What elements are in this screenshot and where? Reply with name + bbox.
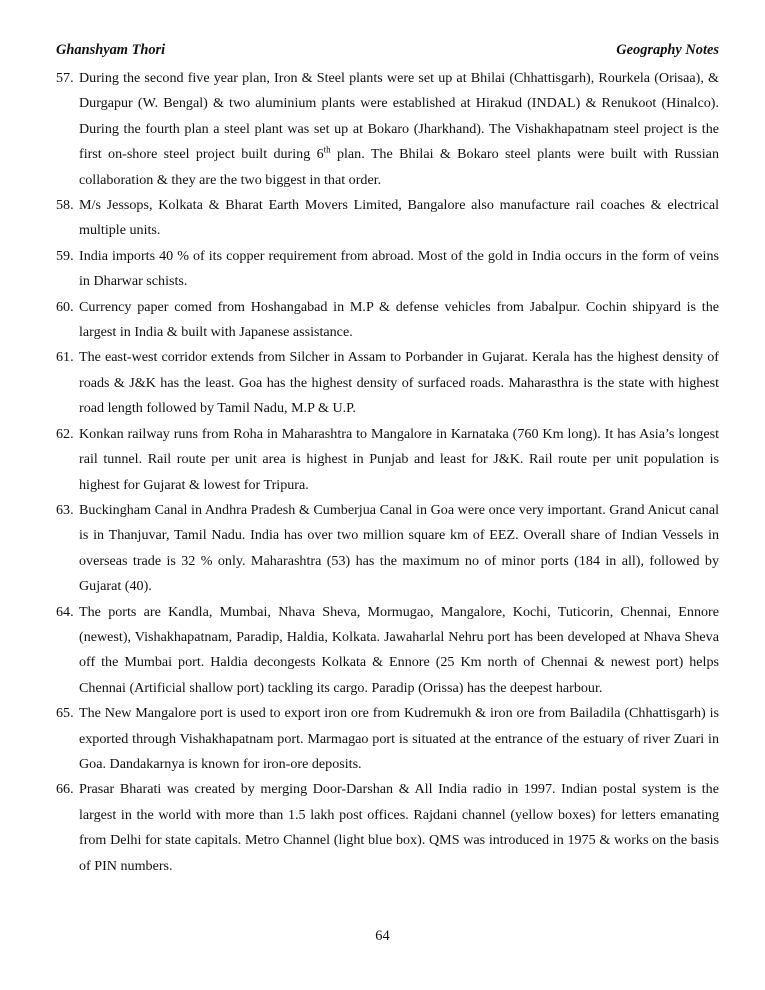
list-item — [56, 422, 719, 498]
item-number: 58. — [56, 197, 74, 214]
list-item — [56, 193, 719, 244]
item-text: M/s Jessops, Kolkata & Bharat Earth Movers Limited, Bangalore also manufacture rail coaches & electrical multiple units. — [79, 197, 719, 239]
author-name: Ghanshyam Thori — [56, 42, 166, 58]
item-text — [79, 70, 719, 188]
item-text: Buckingham Canal in Andhra Pradesh & Cumberjua Canal in Goa were once very important. Grand Anicut canal is in Thanjuvar, Tamil Nadu. India has over two million square km of EEZ. Overall share of Indian Vessels in overseas trade is 32 % only. Maharashtra (53) has the maximum no of minor ports (184 in all), followed by Gujarat (40). — [79, 501, 719, 595]
notes-list — [56, 66, 719, 879]
list-item — [56, 345, 719, 421]
list-item — [56, 498, 719, 600]
item-number: 60. — [56, 298, 74, 315]
list-item — [56, 295, 719, 346]
item-text-part: During the second five year plan, Iron & Steel plants were set up at Bhilai (Chhattisgarh), Rourkela (Orisaa), & Durgapur (W. Bengal) & two aluminium plants were established at Hirakud (INDAL) & Renukoot (Hinalco). During the fourth plan a steel plant was set up at Bokaro (Jharkhand). The Vishakhapatnam steel project is the first on-shore steel project built during 6 — [79, 70, 719, 163]
item-text: Konkan railway runs from Roha in Maharashtra to Mangalore in Karnataka (760 Km long). It has Asia’s longest rail tunnel. Rail route per unit area is highest in Punjab and least for J&K. Rail route per unit population is highest for Gujarat & lowest for Tripura. — [79, 425, 719, 493]
item-number: 63. — [56, 501, 74, 518]
item-number: 64. — [56, 603, 74, 620]
item-text-part: plan. The Bhilai & Bokaro steel plants were built with Russian collaboration & they are the two biggest in that order. — [79, 146, 719, 188]
page-header — [56, 42, 719, 62]
item-text: The ports are Kandla, Mumbai, Nhava Sheva, Mormugao, Mangalore, Kochi, Tuticorin, Chennai, Ennore (newest), Vishakhapatnam, Paradip, Haldia, Kolkata. Jawaharlal Nehru port has been developed at Nhava Sheva off the Mumbai port. Haldia decongests Kolkata & Ennore (25 Km north of Chennai & newest port) helps Chennai (Artificial shallow port) tackling its cargo. Paradip (Orissa) has the deepest harbour. — [79, 603, 719, 696]
item-text: Currency paper comed from Hoshangabad in M.P & defense vehicles from Jabalpur. Cochin shipyard is the largest in India & built with Japanese assistance. — [79, 298, 719, 341]
item-text: Prasar Bharati was created by merging Door-Darshan & All India radio in 1997. Indian postal system is the largest in the world with more than 1.5 lakh post offices. Rajdani channel (yellow boxes) for letters emanating from Delhi for state capitals. Metro Channel (light blue box). QMS was introduced in 1975 & works on the basis of PIN numbers. — [79, 781, 719, 874]
item-number: 66. — [56, 781, 74, 798]
item-number: 59. — [56, 247, 74, 264]
item-number: 57. — [56, 70, 74, 86]
list-item — [56, 777, 719, 879]
list-item — [56, 701, 719, 777]
item-number: 62. — [56, 425, 74, 442]
item-text: The east-west corridor extends from Silcher in Assam to Porbander in Gujarat. Kerala has the highest density of roads & J&K has the least. Goa has the highest density of surfaced roads. Maharasthra is the state with highest road length followed by Tamil Nadu, M.P & U.P. — [79, 349, 719, 417]
list-item — [56, 600, 719, 702]
item-number: 61. — [56, 349, 74, 366]
item-number: 65. — [56, 705, 74, 722]
list-item — [56, 244, 719, 295]
page-number: 64 — [375, 928, 390, 944]
list-item — [56, 66, 719, 193]
item-text: India imports 40 % of its copper requirement from abroad. Most of the gold in India occurs in the form of veins in Dharwar schists. — [79, 247, 719, 290]
document-title: Geography Notes — [616, 42, 719, 58]
ordinal-superscript: th — [323, 144, 331, 155]
item-text: The New Mangalore port is used to export iron ore from Kudremukh & iron ore from Bailadila (Chhattisgarh) is exported through Vishakhapatnam port. Marmagao port is situated at the entrance of the estuary of river Zuari in Goa. Dandakarnya is known for iron-ore deposits. — [79, 705, 719, 772]
